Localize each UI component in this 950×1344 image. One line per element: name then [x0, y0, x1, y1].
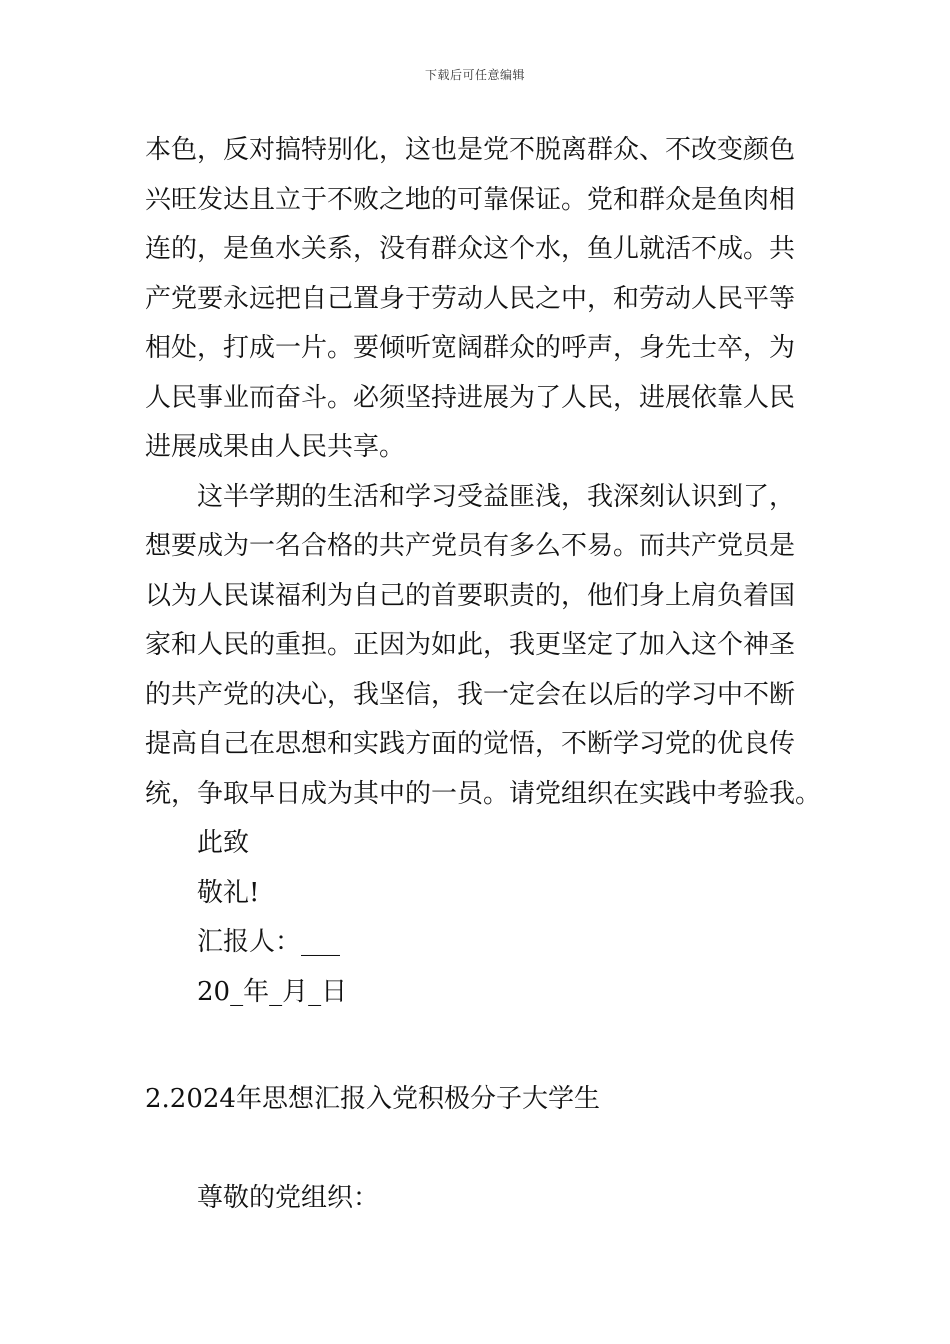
paragraph-2-line: 这半学期的生活和学习受益匪浅，我深刻认识到了，: [197, 481, 796, 512]
paragraph-1-line: 连的，是鱼水关系，没有群众这个水，鱼儿就活不成。共: [145, 234, 796, 264]
paragraph-1-line: 人民事业而奋斗。必须坚持进展为了人民，进展依靠人民: [145, 382, 796, 413]
paragraph-1-line: 相处，打成一片。要倾听宽阔群众的呼声，身先士卒，为: [145, 333, 796, 363]
page-header-note: 下载后可任意编辑: [424, 68, 525, 82]
paragraph-2-line: 提高自己在思想和实践方面的觉悟，不断学习党的优良传: [145, 729, 796, 759]
paragraph-1-line: 本色，反对搞特别化，这也是党不脱离群众、不改变颜色: [145, 135, 796, 165]
paragraph-2-line: 以为人民谋福利为自己的首要职责的，他们身上肩负着国: [145, 580, 796, 611]
paragraph-1-line: 产党要永远把自己置身于劳动人民之中，和劳动人民平等: [145, 283, 796, 314]
letter-body: [145, 126, 822, 1017]
reporter-signature: 汇报人：___: [197, 927, 341, 957]
paragraph-2-line: 的共产党的决心，我坚信，我一定会在以后的学习中不断: [145, 679, 796, 710]
paragraph-2-line: 统，争取早日成为其中的一员。请党组织在实践中考验我。: [145, 778, 822, 809]
section-2-title: 2.2024年思想汇报入党积极分子大学生: [145, 1084, 600, 1114]
report-date: 20_年_月_日: [197, 976, 348, 1007]
section-heading: [145, 1075, 810, 1125]
salutation-text: 尊敬的党组织：: [197, 1183, 380, 1213]
paragraph-2-line: 想要成为一名合格的共产党员有多么不易。而共产党员是: [145, 531, 796, 561]
paragraph-1-line: 进展成果由人民共享。: [145, 432, 406, 462]
paragraph-2-line: 家和人民的重担。正因为如此，我更坚定了加入这个神圣: [145, 630, 796, 660]
closing-greeting: 此致: [197, 828, 250, 858]
closing-salute: 敬礼!: [197, 877, 260, 908]
section-salutation: [145, 1174, 810, 1224]
paragraph-1-line: 兴旺发达且立于不败之地的可靠保证。党和群众是鱼肉相: [145, 184, 796, 215]
